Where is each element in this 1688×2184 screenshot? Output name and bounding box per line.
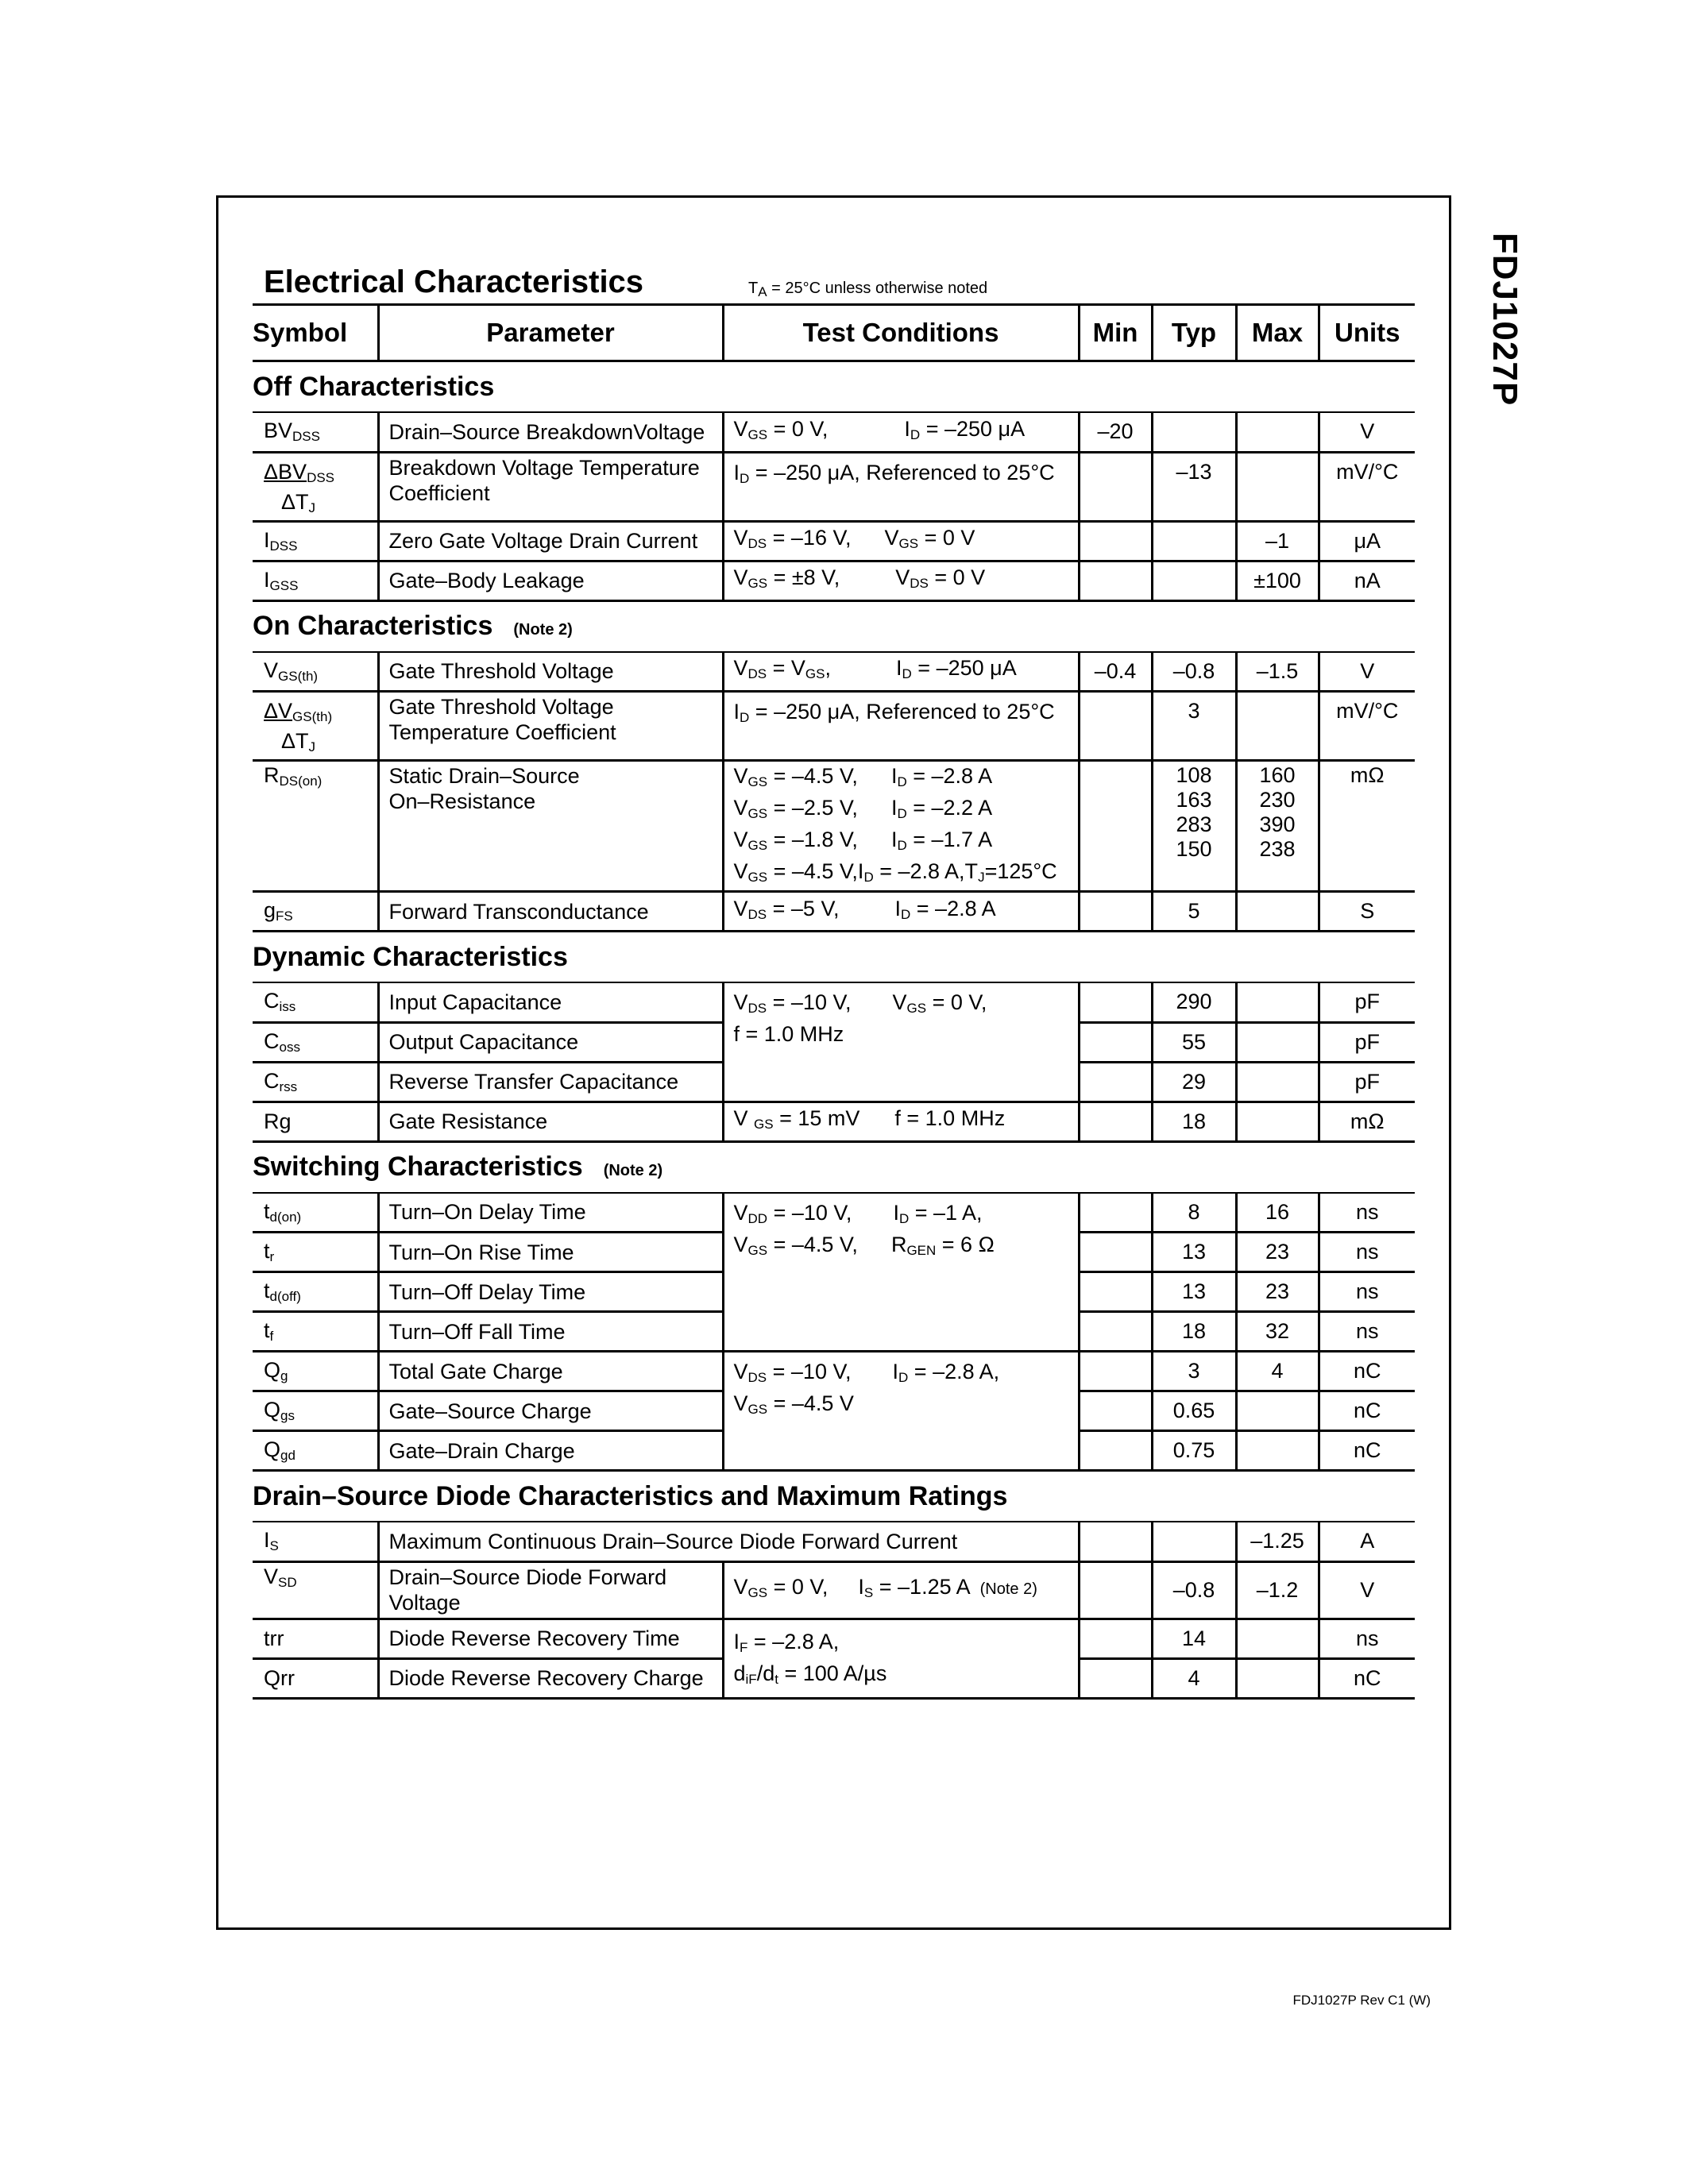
- col-units: Units: [1319, 305, 1415, 361]
- col-parameter: Parameter: [378, 305, 723, 361]
- col-max: Max: [1236, 305, 1319, 361]
- symbol-cell: $t_f$: [253, 1312, 378, 1352]
- table-row: $BV_{DSS}$ Drain–Source BreakdownVoltage $V_{GS} = 0$ V, $I_D = -250$ μA –20 V: [253, 412, 1415, 452]
- table-row: $t_f$ Turn–Off Fall Time 18 32 ns: [253, 1312, 1415, 1352]
- table-row: $C_{iss}$ Input Capacitance $V_{DS} = -10$ V, $V_{GS} = 0$ V, f = 1.0 MHz 290 pF: [253, 982, 1415, 1022]
- table-row: $C_{rss}$ Reverse Transfer Capacitance 29 pF: [253, 1062, 1415, 1102]
- table-row: $V_{SD}$ Drain–Source Diode Forward Voltage $V_{GS} = 0$ V, $I_S = -1.25$ A (Note 2) –0.8 –1.2 V: [253, 1561, 1415, 1619]
- table-row: Qrr Diode Reverse Recovery Charge 4 nC: [253, 1658, 1415, 1698]
- table-row: $Q_{gs}$ Gate–Source Charge 0.65 nC: [253, 1391, 1415, 1431]
- table-row: $t_{d(on)}$ Turn–On Delay Time $V_{DD} = -10$ V, $I_D = -1$ A, $V_{GS} = -4.5$ V, $R_{GEN} = 6$ Ω 8 16 ns: [253, 1193, 1415, 1233]
- section-dynamic: Dynamic Characteristics: [253, 941, 568, 972]
- table-row: $V_{GS(th)}$ Gate Threshold Voltage $V_{DS} = V_{GS}$, $I_D = -250$ μA –0.4 –0.8 –1.5 V: [253, 652, 1415, 692]
- table-row: $\Delta V_{GS(th)}$ $\Delta T_J$ Gate Threshold Voltage Temperature Coefficient $I_D = -250$ μA, Referenced to 25°C 3 mV/°C: [253, 692, 1415, 761]
- table-row: $Q_g$ Total Gate Charge $V_{DS} = -10$ V, $I_D = -2.8$ A, $V_{GS} = -4.5$ V 3 4 nC: [253, 1352, 1415, 1391]
- col-test-conditions: Test Conditions: [723, 305, 1079, 361]
- col-typ: Typ: [1152, 305, 1236, 361]
- table-row: $C_{oss}$ Output Capacitance 55 pF: [253, 1022, 1415, 1062]
- symbol-cell: $V_{GS(th)}$: [253, 652, 378, 692]
- symbol-cell: Rg: [253, 1102, 378, 1141]
- table-row: Rg Gate Resistance V $_{GS}$ = 15 mV f = 1.0 MHz 18 mΩ: [253, 1102, 1415, 1141]
- symbol-cell: $\Delta V_{GS(th)}$ $\Delta T_J$: [253, 692, 378, 761]
- table-row: $g_{FS}$ Forward Transconductance $V_{DS} = -5$ V, $I_D = -2.8$ A 5 S: [253, 892, 1415, 932]
- page-title: Electrical Characteristics: [264, 264, 644, 299]
- footer-revision: FDJ1027P Rev C1 (W): [1292, 1993, 1431, 2008]
- symbol-cell: trr: [253, 1619, 378, 1658]
- table-row: trr Diode Reverse Recovery Time $I_F = -2.8$ A, $d_{iF}/d_t = 100$ A/µs 14 ns: [253, 1619, 1415, 1658]
- symbol-cell: $Q_{gs}$: [253, 1391, 378, 1431]
- electrical-characteristics-table: [253, 303, 1415, 1700]
- symbol-cell: $g_{FS}$: [253, 892, 378, 932]
- table-row: $I_{GSS}$ Gate–Body Leakage $V_{GS} = \pm 8$ V, $V_{DS} = 0$ V ±100 nA: [253, 561, 1415, 600]
- symbol-cell: Qrr: [253, 1658, 378, 1698]
- table-row: $I_{DSS}$ Zero Gate Voltage Drain Current $V_{DS} = -16$ V, $V_{GS} = 0$ V –1 μA: [253, 521, 1415, 561]
- table-row: $Q_{gd}$ Gate–Drain Charge 0.75 nC: [253, 1431, 1415, 1471]
- col-min: Min: [1079, 305, 1152, 361]
- symbol-cell: $R_{DS(on)}$: [253, 761, 378, 892]
- symbol-cell: $t_r$: [253, 1233, 378, 1272]
- table-row: $t_{d(off)}$ Turn–Off Delay Time 13 23 ns: [253, 1272, 1415, 1312]
- symbol-cell: $V_{SD}$: [253, 1561, 378, 1619]
- section-off: Off Characteristics: [253, 371, 495, 402]
- symbol-cell: $C_{oss}$: [253, 1022, 378, 1062]
- symbol-cell: $BV_{DSS}$: [253, 412, 378, 452]
- table-row: $I_S$ Maximum Continuous Drain–Source Diode Forward Current –1.25 A: [253, 1522, 1415, 1561]
- table-row: $R_{DS(on)}$ Static Drain–Source On–Resistance $V_{GS} = -4.5$ V, $I_D = -2.8$ A $V_{GS} = -2.5$ V, $I_D = -2.2$ A $V_{GS} = -1.8$ V, $I_D = -1.7$ A $V_{GS} = -4.5$ $V,I_D = -2.8$ $A,T_J=125^\circ C$ 108 163 283 150 160 230 390 238 mΩ: [253, 761, 1415, 892]
- symbol-cell: $I_{GSS}$: [253, 561, 378, 600]
- col-symbol: Symbol: [253, 305, 378, 361]
- heading-note: $T_A = 25^\circ C$ unless otherwise noted: [748, 280, 988, 299]
- symbol-cell: $I_S$: [253, 1522, 378, 1561]
- section-on: On Characteristics (Note 2): [253, 611, 573, 641]
- side-part-number: FDJ1027P: [1485, 232, 1524, 407]
- section-diode: Drain–Source Diode Characteristics and Maximum Ratings: [253, 1480, 1008, 1511]
- symbol-cell: $C_{rss}$: [253, 1062, 378, 1102]
- symbol-cell: $t_{d(on)}$: [253, 1193, 378, 1233]
- symbol-cell: $I_{DSS}$: [253, 521, 378, 561]
- symbol-cell: $t_{d(off)}$: [253, 1272, 378, 1312]
- symbol-cell: $Q_{gd}$: [253, 1431, 378, 1471]
- table-row: $t_r$ Turn–On Rise Time 13 23 ns: [253, 1233, 1415, 1272]
- symbol-cell: $Q_g$: [253, 1352, 378, 1391]
- symbol-cell: $C_{iss}$: [253, 982, 378, 1022]
- section-switching: Switching Characteristics (Note 2): [253, 1152, 663, 1182]
- table-row: $\Delta BV_{DSS}$ $\Delta T_J$ Breakdown Voltage Temperature Coefficient $I_D = -250$ μA, Referenced to 25°C –13 mV/°C: [253, 452, 1415, 521]
- symbol-cell: $\Delta BV_{DSS}$ $\Delta T_J$: [253, 452, 378, 521]
- header-row: [253, 305, 1415, 361]
